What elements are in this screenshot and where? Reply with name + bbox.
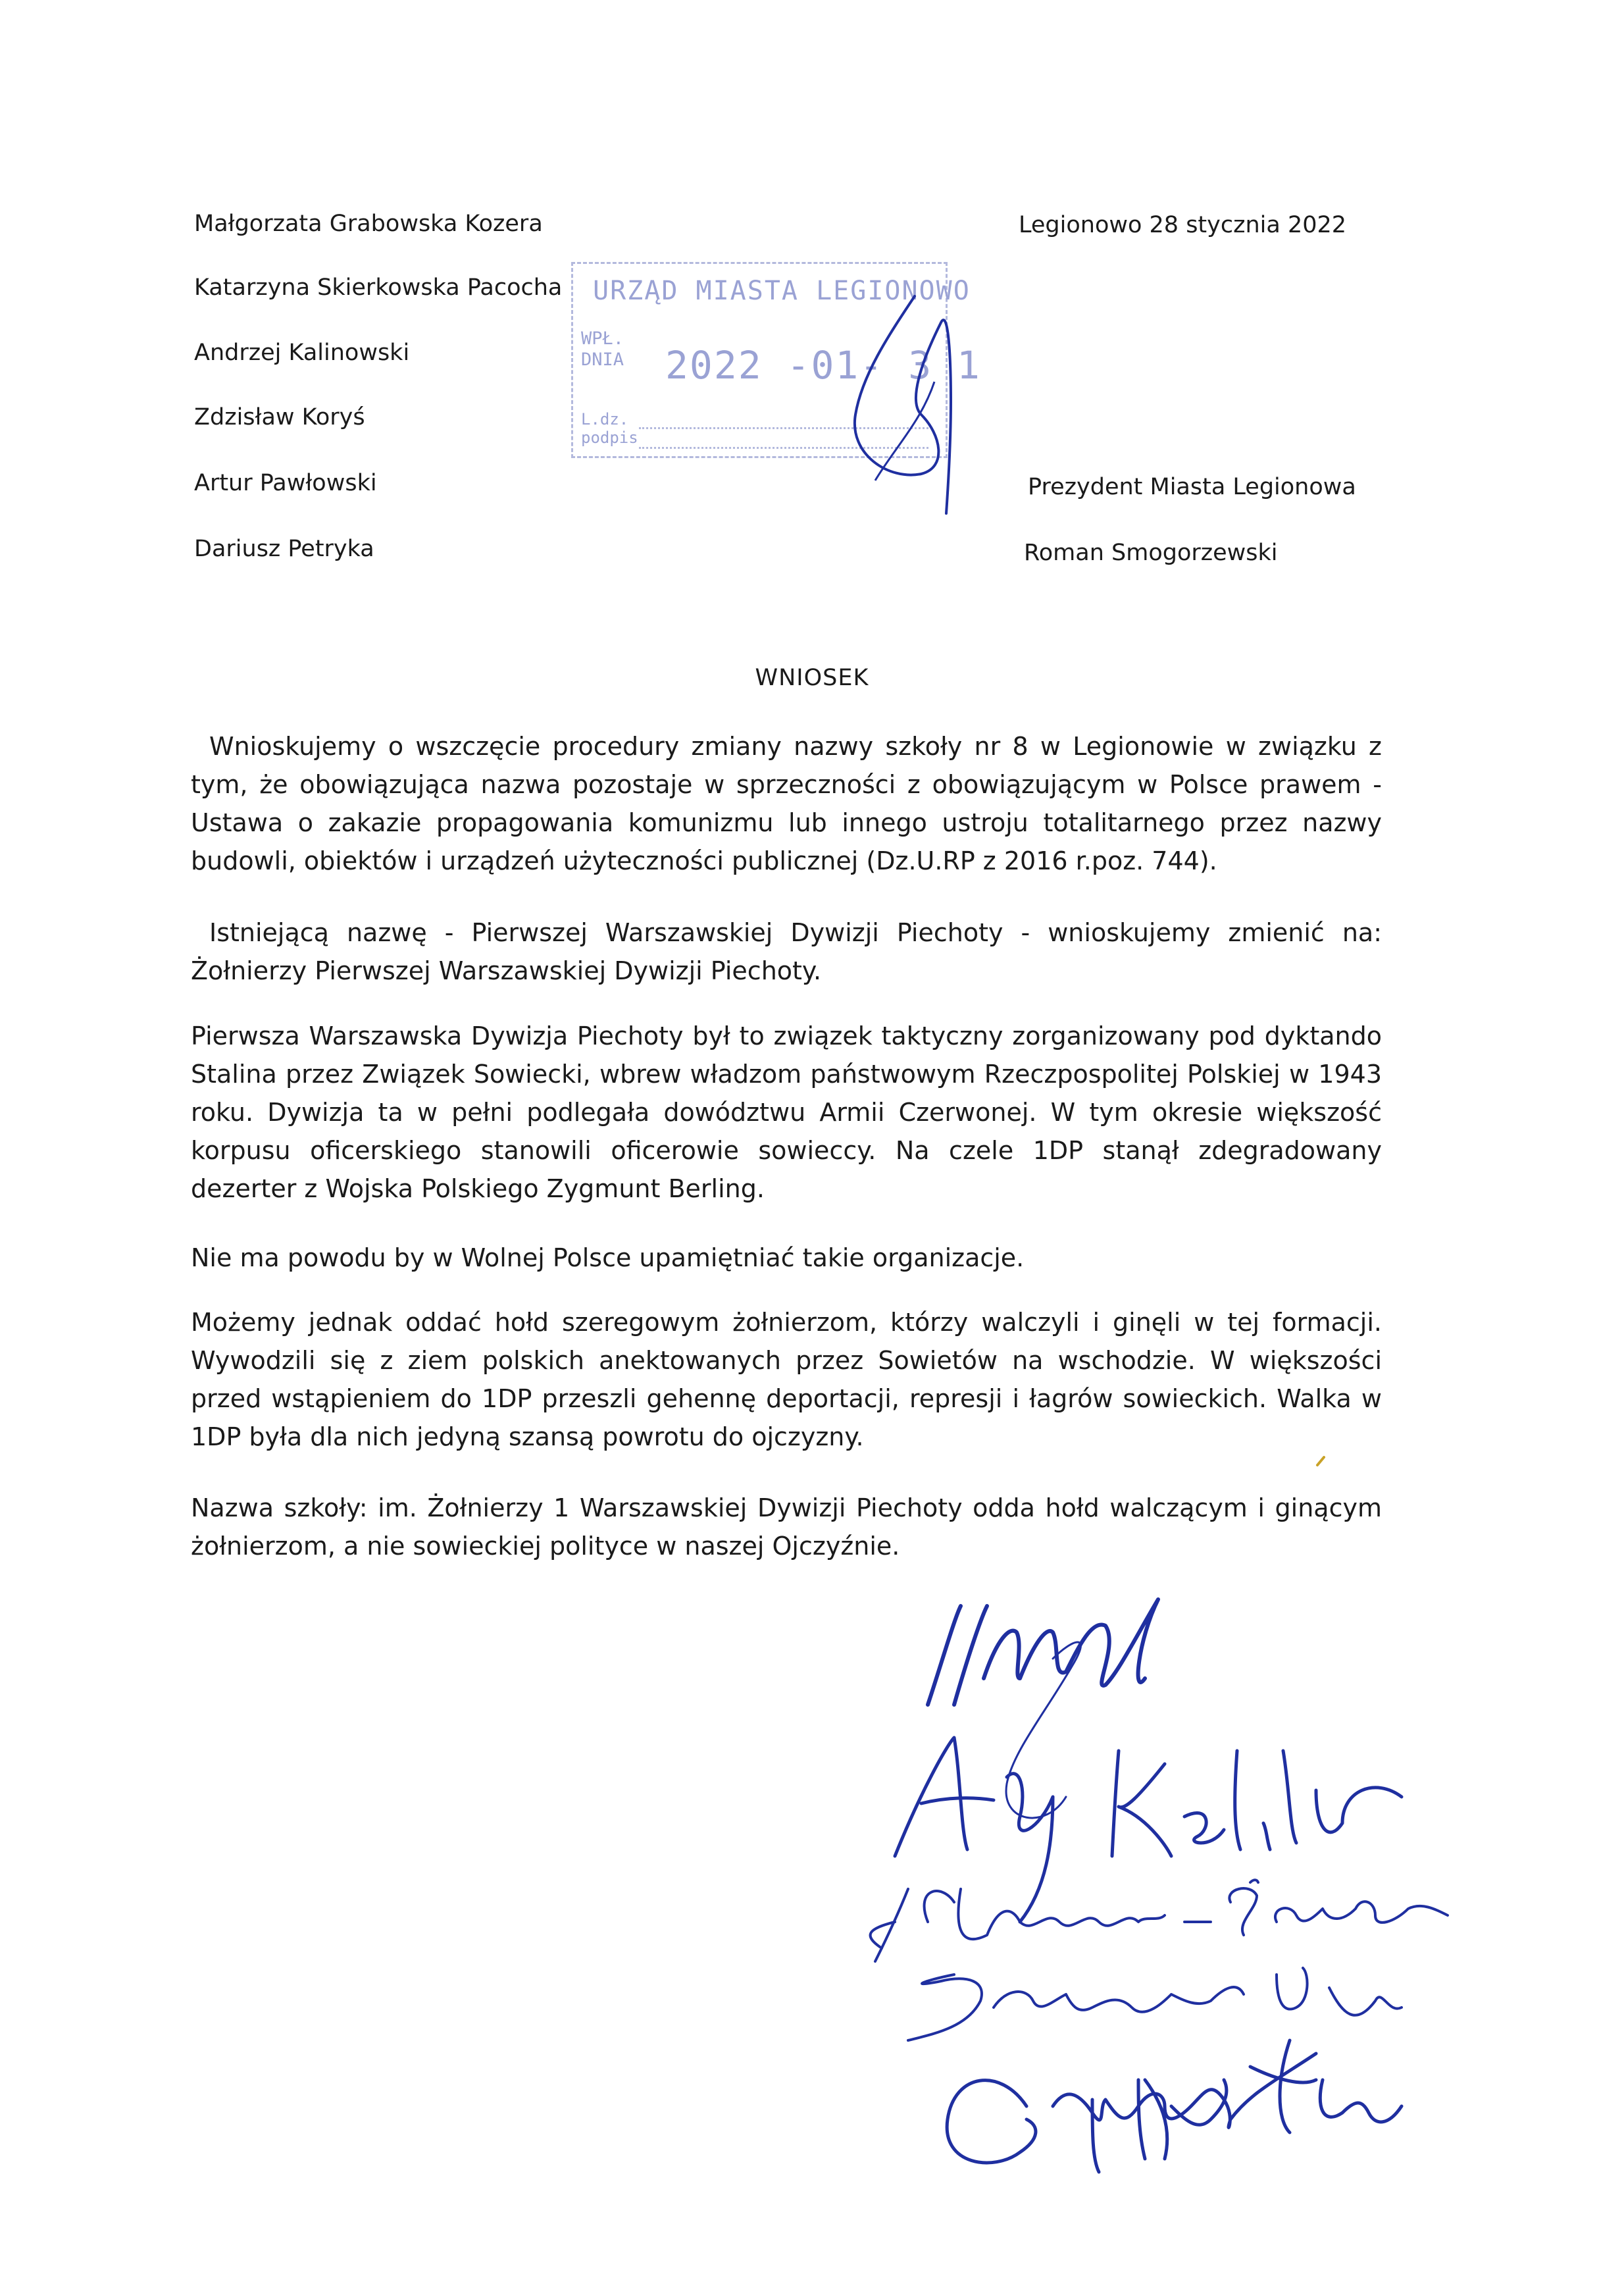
recipient-name: Roman Smogorzewski [1024, 540, 1278, 566]
sender-name: Andrzej Kalinowski [194, 340, 410, 366]
body-paragraph: Wnioskujemy o wszczęcie procedury zmiany nazwy szkoły nr 8 w Legionowie w związku z tym, że obowiązująca nazwa pozostaje w sprzeczności z obowiązującym w Polsce prawem - Ustawa o zakazie propagowania komunizmu lub innego ustroju totalitarnego przez nazwy budowli, obiektów i urządzeń użyteczności publicznej (Dz.U.RP z 2016 r.poz. 744). [191, 732, 1382, 875]
signature-2 [895, 1738, 1402, 1922]
sender-name: Małgorzata Grabowska Kozera [194, 211, 543, 237]
document-title: WNIOSEK [755, 665, 869, 691]
body-paragraph: Nazwa szkoły: im. Żołnierzy 1 Warszawskiej Dywizji Piechoty odda hołd walczącym i ginącym żołnierzom, a nie sowieckiej polityce w naszej Ojczyźnie. [191, 1493, 1382, 1561]
recipient-title: Prezydent Miasta Legionowa [1028, 474, 1356, 500]
body-paragraph: Istniejącą nazwę - Pierwszej Warszawskiej Dywizji Piechoty - wnioskujemy zmienić na: Żołnierzy Pierwszej Warszawskiej Dywizji Piechoty. [191, 918, 1382, 985]
stamp-wpl-label: WPŁ. [581, 328, 624, 349]
sender-name: Zdzisław Koryś [194, 404, 365, 430]
stamp-dnia-label: DNIA [581, 349, 624, 370]
signature-1 [928, 1599, 1158, 1705]
place-date: Legionowo 28 stycznia 2022 [1019, 212, 1347, 238]
sender-name: Artur Pawłowski [194, 470, 377, 496]
stamp-date: 2022 -01- 3 1 [665, 343, 981, 388]
clerk-initial-signature [836, 283, 967, 520]
stamp-podpis-label: podpis [581, 428, 638, 447]
stamp-ldz-label: L.dz. [581, 410, 629, 428]
body-paragraph: Pierwsza Warszawska Dywizja Piechoty był to związek taktyczny zorganizowany pod dyktando Stalina przez Związek Sowiecki, wbrew władzom państwowym Rzeczpospolitej Polskiej w 1943 roku. Dywizja ta w pełni podlegała dowództwu Armii Czerwonej. W tym okresie większość korpusu oficerskiego stanowili oficerowie sowieccy. Na czele 1DP stanął zdegradowany dezerter z Wojska Polskiego Zygmunt Berling. [191, 1022, 1382, 1203]
stamp-labels [581, 328, 624, 371]
body-paragraph: Nie ma powodu by w Wolnej Polsce upamiętniać takie organizacje. [191, 1243, 1025, 1272]
signature-4 [908, 1968, 1402, 2040]
sender-name: Dariusz Petryka [194, 536, 374, 562]
signature-6 [1138, 2040, 1402, 2159]
signature-3 [871, 1880, 1448, 1961]
yellow-fleck-mark [1315, 1455, 1328, 1468]
stamp-office: URZĄD MIASTA LEGIONOWO [593, 276, 971, 306]
signatures-block [855, 1580, 1566, 2225]
body-paragraph: Możemy jednak oddać hołd szeregowym żołnierzom, którzy walczyli i ginęli w tej formacji. Wywodzili się z ziem polskich anektowanych przez Sowietów na wschodzie. W większości przed wstąpieniem do 1DP przeszli gehennę deportacji, represji i łagrów sowieckich. Walka w 1DP była dla nich jedyną szansą powrotu do ojczyzny. [191, 1308, 1382, 1451]
sender-name: Katarzyna Skierkowska Pacocha [194, 274, 563, 301]
stamp-bottom-labels [581, 410, 638, 447]
